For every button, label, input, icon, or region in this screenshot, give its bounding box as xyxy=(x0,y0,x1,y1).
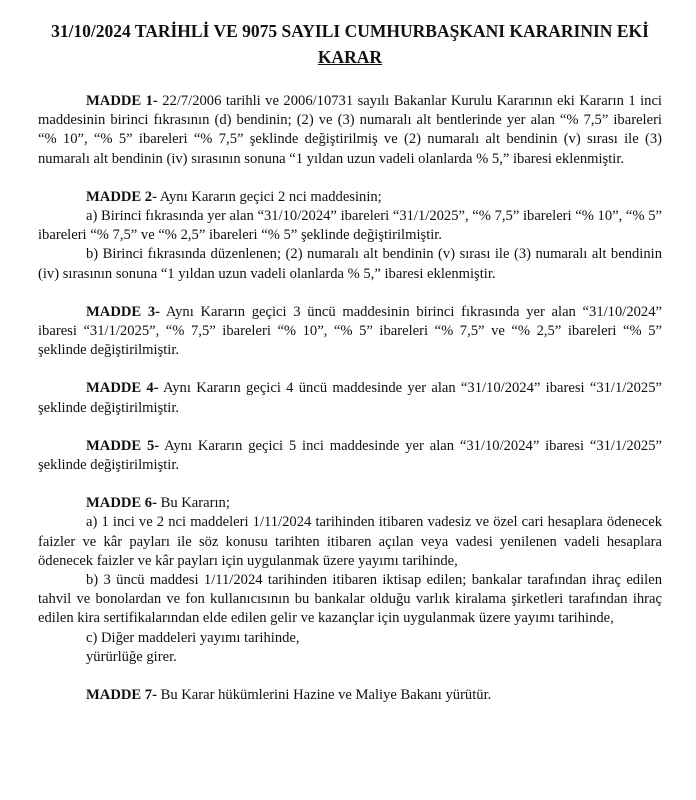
article-4-text: Aynı Kararın geçici 4 üncü maddesinde yer alan “31/10/2024” ibaresi “31/1/2025” şeklinde değiştirilmiştir. xyxy=(38,380,662,416)
article-5-paragraph xyxy=(38,437,662,475)
article-3-heading: MADDE 3- xyxy=(86,303,160,320)
article-1 xyxy=(38,92,662,169)
article-5-text: Aynı Kararın geçici 5 inci maddesinde yer alan “31/10/2024” ibaresi “31/1/2025” şeklinde değiştirilmiştir. xyxy=(38,437,663,474)
document-title xyxy=(38,18,662,70)
article-6-paragraph xyxy=(38,494,662,513)
article-3 xyxy=(38,303,662,361)
article-1-paragraph xyxy=(38,92,662,169)
article-3-paragraph xyxy=(38,303,662,361)
article-3-text: Aynı Kararın geçici 3 üncü maddesinin birinci fıkrasında yer alan “31/10/2024” ibaresi “31/1/2025”, “% 7,5” ibareleri “% 10”, “% 5” ibareleri “% 7,5” ve “% 2,5” ibareleri “% 5” şeklinde değiştirilmiştir. xyxy=(38,303,662,359)
article-4-heading: MADDE 4- xyxy=(86,380,159,397)
article-5-heading: MADDE 5- xyxy=(86,437,160,454)
article-2-clause-a: a) Birinci fıkrasında yer alan “31/10/2024” ibareleri “31/1/2025”, “% 7,5” ibareleri “% 10”, “% 5” ibareleri “% 7,5” ve “% 2,5” ibareleri “% 5” şeklinde değiştirilmiştir. xyxy=(38,208,662,244)
article-5 xyxy=(38,437,662,475)
article-6-heading: MADDE 6- xyxy=(86,495,157,512)
article-4-paragraph xyxy=(38,379,662,417)
article-6-ending: yürürlüğe girer. xyxy=(86,648,177,665)
article-2-heading: MADDE 2- xyxy=(86,188,157,205)
article-2 xyxy=(38,188,662,284)
article-1-heading: MADDE 1- xyxy=(86,93,158,109)
title-line-2: KARAR xyxy=(317,47,383,67)
article-6-text: Bu Kararın; xyxy=(156,495,230,512)
article-2-paragraph xyxy=(38,188,662,207)
document-body xyxy=(38,92,662,705)
article-7-text: Bu Karar hükümlerini Hazine ve Maliye Bakanı yürütür. xyxy=(156,687,492,704)
article-6-clause-b: b) 3 üncü maddesi 1/11/2024 tarihinden itibaren iktisap edilen; bankalar tarafından ihraç edilen tahvil ve bonolardan ve fon kullanıcısının bu bankalar olduğu varlık kiralama şirketleri tarafından ihraç edilen kira sertifikalarından elde edilen gelir ve kazançlar için uygulanmak üzere yayımı tarihinde, xyxy=(38,572,662,627)
article-4 xyxy=(38,379,662,417)
article-1-text: 22/7/2006 tarihli ve 2006/10731 sayılı Bakanlar Kurulu Kararının eki Kararın 1 inci maddesinin birinci fıkrasının (d) bendinin; (2) ve (3) numaralı alt bentlerinde yer alan “% 7,5” ibareleri “% 10”, “% 5” ibareleri “% 7,5” şeklinde değiştirilmiş ve (2) numaralı alt bendinin (v) sırası ile (3) numaralı alt bendinin (iv) sırasının sonuna “1 yıldan uzun vadeli olanlarda % 5,” ibaresi eklenmiştir. xyxy=(38,93,662,167)
article-7-paragraph xyxy=(38,686,662,705)
article-6-clause-a: a) 1 inci ve 2 nci maddeleri 1/11/2024 tarihinden itibaren vadesiz ve özel cari hesaplara ödenecek faizler ve kâr payları ile söz konusu tarihten itibaren açılan veya vadesi yenilenen vadeli hesaplara ödenecek faizler ve kâr payları için uygulanmak üzere yayımı tarihinde, xyxy=(38,514,662,569)
article-6 xyxy=(38,494,662,667)
article-7 xyxy=(38,686,662,705)
article-2-clause-b: b) Birinci fıkrasında düzenlenen; (2) numaralı alt bendinin (v) sırası ile (3) numaralı alt bendinin (iv) sırasının sonuna “1 yıldan uzun vadeli olanlarda % 5,” ibaresi eklenmiştir. xyxy=(38,246,662,282)
title-line-1: 31/10/2024 TARİHLİ VE 9075 SAYILI CUMHURBAŞKANI KARARININ EKİ xyxy=(51,21,649,41)
article-6-clause-c: c) Diğer maddeleri yayımı tarihinde, xyxy=(86,629,300,646)
article-2-text: Aynı Kararın geçici 2 nci maddesinin; xyxy=(156,188,382,205)
article-7-heading: MADDE 7- xyxy=(86,687,157,704)
